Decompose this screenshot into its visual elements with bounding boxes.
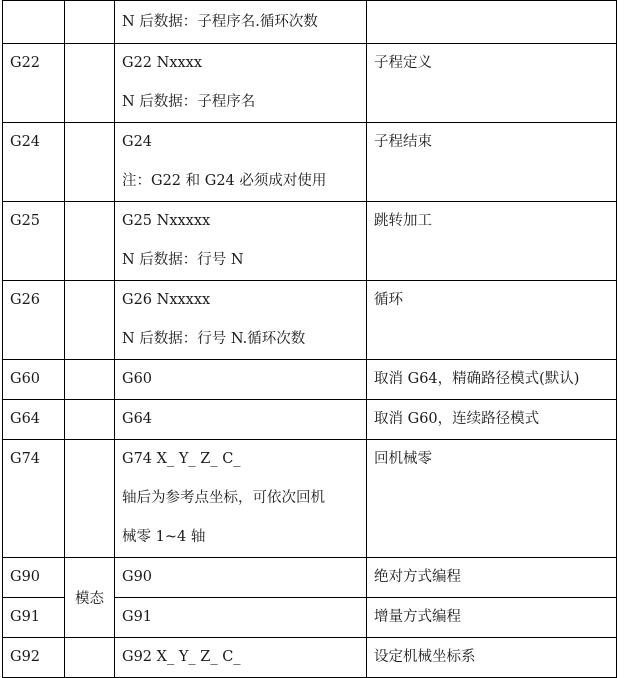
group-cell (65, 44, 115, 123)
table-row (3, 44, 617, 123)
group-cell (65, 400, 115, 440)
detail-cell: G91 (115, 598, 367, 638)
code-cell: G64 (3, 400, 65, 440)
detail-cell: G74 X_ Y_ Z_ C_ 轴后为参考点坐标，可依次回机 械零 1~4 轴 (115, 440, 367, 558)
group-label: 模态 (75, 591, 104, 607)
detail-cell: G90 (115, 558, 367, 598)
code-cell: G90 (3, 558, 65, 598)
detail-cell: N 后数据：子程序名.循环次数 (115, 1, 367, 44)
code-cell: G74 (3, 440, 65, 558)
description-cell: 子程定义 (367, 44, 617, 123)
description-cell: 增量方式编程 (367, 598, 617, 638)
detail-cell: G24 注：G22 和 G24 必须成对使用 (115, 123, 367, 202)
description-cell: 子程结束 (367, 123, 617, 202)
table-row (3, 638, 617, 678)
detail-cell: G60 (115, 360, 367, 400)
group-cell (65, 281, 115, 360)
table-row (3, 281, 617, 360)
description-cell: 取消 G60，连续路径模式 (367, 400, 617, 440)
detail-cell: G64 (115, 400, 367, 440)
table-row (3, 1, 617, 44)
description-cell: 跳转加工 (367, 202, 617, 281)
description-cell (367, 1, 617, 44)
code-cell: G22 (3, 44, 65, 123)
detail-cell: G22 Nxxxx N 后数据：子程序名 (115, 44, 367, 123)
detail-cell: G25 Nxxxxx N 后数据：行号 N (115, 202, 367, 281)
description-cell: 循环 (367, 281, 617, 360)
description-cell: 取消 G64，精确路径模式(默认) (367, 360, 617, 400)
code-cell: G92 (3, 638, 65, 678)
gcode-table (2, 0, 617, 678)
table-row (3, 440, 617, 558)
detail-cell: G26 Nxxxxx N 后数据：行号 N.循环次数 (115, 281, 367, 360)
description-cell: 回机械零 (367, 440, 617, 558)
group-cell (65, 1, 115, 44)
table-row (3, 400, 617, 440)
code-cell: G24 (3, 123, 65, 202)
group-cell (65, 202, 115, 281)
group-cell (65, 440, 115, 558)
group-cell (65, 638, 115, 678)
code-cell: G60 (3, 360, 65, 400)
code-cell: G25 (3, 202, 65, 281)
group-label-modal (65, 558, 115, 638)
code-cell (3, 1, 65, 44)
detail-cell: G92 X_ Y_ Z_ C_ (115, 638, 367, 678)
description-cell: 绝对方式编程 (367, 558, 617, 598)
group-cell (65, 360, 115, 400)
code-cell: G26 (3, 281, 65, 360)
group-cell (65, 123, 115, 202)
description-cell: 设定机械坐标系 (367, 638, 617, 678)
table-row (3, 360, 617, 400)
table-row (3, 123, 617, 202)
table-row (3, 558, 617, 598)
table-row (3, 202, 617, 281)
code-cell: G91 (3, 598, 65, 638)
